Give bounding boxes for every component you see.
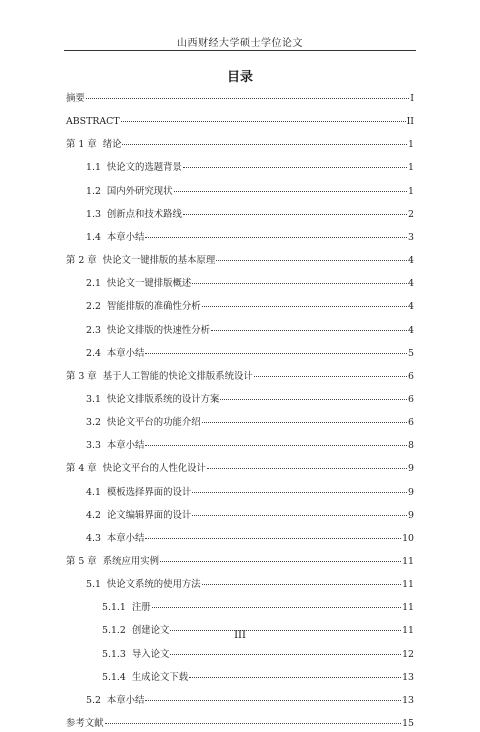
toc-entry-section bbox=[86, 508, 414, 524]
toc-entry-page: 9 bbox=[408, 509, 414, 521]
toc-entry-text: 快论文平台的功能介绍 bbox=[106, 417, 201, 429]
toc-entry-label bbox=[66, 91, 85, 107]
toc-entry-text: 注册 bbox=[131, 602, 151, 614]
toc-entry-subsection bbox=[102, 647, 414, 663]
toc-entry-page: 9 bbox=[408, 486, 414, 498]
dot-leader bbox=[145, 237, 407, 238]
toc-entry-label bbox=[86, 276, 191, 292]
dot-leader bbox=[207, 468, 407, 469]
toc-entry-text: 快论文一键排版概述 bbox=[106, 278, 192, 290]
toc-entry-text: 快论文排版的快速性分析 bbox=[106, 324, 211, 336]
toc-entry-section bbox=[86, 230, 414, 246]
toc-entry-chapter bbox=[66, 554, 414, 570]
toc-entry-text: 智能排版的准确性分析 bbox=[106, 301, 201, 313]
dot-leader bbox=[145, 700, 401, 701]
toc-entry-section bbox=[86, 438, 414, 454]
toc-entry-text: 本章小结 bbox=[106, 694, 145, 706]
dot-leader bbox=[122, 144, 407, 145]
dot-leader bbox=[202, 422, 407, 423]
toc-entry-label bbox=[66, 137, 121, 153]
toc-entry-label bbox=[102, 647, 169, 663]
toc-entry-section bbox=[86, 184, 414, 200]
toc-entry-page: 3 bbox=[408, 231, 414, 243]
toc-entry-page: II bbox=[406, 116, 414, 128]
toc-entry-page: 4 bbox=[408, 301, 414, 313]
toc-entry-subsection bbox=[102, 600, 414, 616]
toc-entry-subsection bbox=[102, 670, 414, 686]
dot-leader bbox=[192, 283, 407, 284]
toc-entry-number: 5.1.4 bbox=[102, 671, 126, 683]
toc-entry-label bbox=[86, 415, 201, 431]
toc-entry-label bbox=[86, 299, 201, 315]
toc-entry-section bbox=[86, 415, 414, 431]
dot-leader bbox=[211, 330, 407, 331]
toc-entry-section bbox=[86, 693, 414, 709]
toc-entry-number: 5.2 bbox=[86, 694, 101, 706]
toc-entry-page: 1 bbox=[408, 185, 414, 197]
dot-leader bbox=[121, 121, 406, 122]
toc-entry-page: 4 bbox=[408, 324, 414, 336]
toc-entry-section bbox=[86, 276, 414, 292]
header-rule bbox=[64, 50, 416, 51]
toc-entry-chapter bbox=[66, 91, 414, 107]
toc-entry-text: 本章小结 bbox=[106, 532, 145, 544]
toc-entry-number: 1.2 bbox=[86, 185, 101, 197]
toc-entry-text: ABSTRACT bbox=[66, 116, 120, 128]
toc-entry-page: 6 bbox=[408, 417, 414, 429]
toc-entry-text: 导入论文 bbox=[131, 648, 170, 660]
toc-entry-page: 15 bbox=[402, 718, 414, 730]
toc-entry-label bbox=[86, 230, 144, 246]
toc-entry-label bbox=[66, 461, 206, 477]
toc-entry-page: 1 bbox=[408, 162, 414, 174]
toc-entry-text: 论文编辑界面的设计 bbox=[106, 509, 192, 521]
toc-entry-text: 快论文的选题背景 bbox=[106, 162, 182, 174]
toc-entry-number: 3.3 bbox=[86, 440, 101, 452]
toc-entry-label bbox=[86, 438, 144, 454]
toc-entry-number: 第 4 章 bbox=[66, 463, 97, 475]
toc-entry-text: 本章小结 bbox=[106, 347, 145, 359]
toc-entry-label bbox=[86, 160, 182, 176]
toc-entry-label bbox=[86, 577, 201, 593]
toc-entry-page: 13 bbox=[402, 671, 414, 683]
toc-entry-page: 6 bbox=[408, 393, 414, 405]
toc-entry-label bbox=[66, 114, 120, 130]
toc-entry-label bbox=[66, 716, 104, 732]
toc-entry-number: 第 2 章 bbox=[66, 255, 97, 267]
toc-entry-label bbox=[86, 508, 191, 524]
toc-entry-chapter bbox=[66, 137, 414, 153]
toc-entry-number: 1.4 bbox=[86, 231, 101, 243]
toc-entry-section bbox=[86, 160, 414, 176]
toc-entry-number: 4.3 bbox=[86, 532, 101, 544]
toc-entry-label bbox=[66, 253, 215, 269]
toc-entry-number: 5.1.2 bbox=[102, 625, 126, 637]
dot-leader bbox=[145, 445, 407, 446]
toc-entry-section bbox=[86, 299, 414, 315]
toc-entry-label bbox=[86, 323, 210, 339]
toc-entry-text: 本章小结 bbox=[106, 440, 145, 452]
toc-entry-text: 基于人工智能的快论文排版系统设计 bbox=[102, 370, 253, 382]
toc-entry-label bbox=[86, 485, 191, 501]
dot-leader bbox=[192, 492, 407, 493]
toc-entry-chapter bbox=[66, 369, 414, 385]
dot-leader bbox=[254, 376, 407, 377]
toc-entry-section bbox=[86, 346, 414, 362]
toc-entry-number: 5.1 bbox=[86, 579, 101, 591]
dot-leader bbox=[202, 584, 401, 585]
toc-entry-text: 快论文平台的人性化设计 bbox=[102, 463, 206, 475]
toc-entry-number: 1.3 bbox=[86, 208, 101, 220]
toc-entry-text: 生成论文下载 bbox=[131, 671, 189, 683]
dot-leader bbox=[160, 561, 401, 562]
dot-leader bbox=[220, 399, 407, 400]
toc-entry-page: 11 bbox=[402, 602, 414, 614]
toc-entry-text: 绪论 bbox=[102, 139, 122, 151]
toc-entry-text: 快论文一键排版的基本原理 bbox=[102, 255, 216, 267]
toc-entry-text: 摘要 bbox=[66, 93, 85, 104]
toc-entry-number: 第 1 章 bbox=[66, 139, 97, 151]
toc-entry-number: 5.1.1 bbox=[102, 602, 126, 614]
dot-leader bbox=[145, 353, 407, 354]
toc-entry-label bbox=[86, 346, 144, 362]
toc-entry-number: 第 3 章 bbox=[66, 370, 97, 382]
toc-entry-text: 模板选择界面的设计 bbox=[106, 486, 192, 498]
toc-entry-page: 10 bbox=[402, 532, 414, 544]
toc-entry-text: 系统应用实例 bbox=[102, 556, 159, 567]
toc-entry-page: 13 bbox=[402, 694, 414, 706]
toc-entry-label bbox=[66, 369, 253, 385]
toc-entry-page: 8 bbox=[408, 440, 414, 452]
dot-leader bbox=[192, 515, 407, 516]
dot-leader bbox=[170, 654, 401, 655]
toc-entry-chapter bbox=[66, 716, 414, 732]
toc-entry-section bbox=[86, 531, 414, 547]
dot-leader bbox=[105, 723, 402, 724]
toc-entry-label bbox=[102, 600, 151, 616]
toc-entry-label bbox=[66, 554, 159, 570]
dot-leader bbox=[183, 214, 407, 215]
toc-entry-page: 6 bbox=[408, 370, 414, 382]
toc-entry-page: 2 bbox=[408, 208, 414, 220]
toc-entry-label bbox=[86, 531, 144, 547]
dot-leader bbox=[145, 538, 401, 539]
toc-entry-number: 第 5 章 bbox=[66, 556, 97, 567]
toc-entry-label bbox=[86, 693, 144, 709]
toc-entry-section bbox=[86, 323, 414, 339]
toc-entry-text: 快论文排版系统的设计方案 bbox=[106, 393, 220, 405]
toc-entry-page: 4 bbox=[408, 278, 414, 290]
toc-entry-number: 2.2 bbox=[86, 301, 101, 313]
toc-entry-text: 创建论文 bbox=[131, 625, 170, 637]
toc-entry-number: 2.3 bbox=[86, 324, 101, 336]
toc-entry-label bbox=[86, 392, 219, 408]
toc-entry-page: 1 bbox=[408, 139, 414, 151]
toc-entry-page: 12 bbox=[402, 648, 414, 660]
toc-entry-label bbox=[102, 670, 188, 686]
dot-leader bbox=[152, 607, 401, 608]
dot-leader bbox=[183, 167, 407, 168]
dot-leader bbox=[189, 677, 401, 678]
toc-entry-page: 4 bbox=[408, 255, 414, 267]
toc-entry-text: 参考文献 bbox=[66, 718, 104, 730]
running-header: 山西财经大学硕士学位论文 bbox=[177, 38, 303, 49]
toc-entry-text: 快论文系统的使用方法 bbox=[106, 579, 201, 591]
toc-entry-page: 9 bbox=[408, 463, 414, 475]
toc-entry-page: 5 bbox=[408, 347, 414, 359]
toc-entry-page: 11 bbox=[402, 556, 414, 567]
dot-leader bbox=[202, 306, 407, 307]
toc-entry-text: 国内外研究现状 bbox=[106, 185, 173, 197]
toc-entry-number: 2.1 bbox=[86, 278, 101, 290]
toc-entry-number: 5.1.3 bbox=[102, 648, 126, 660]
toc-entry-text: 创新点和技术路线 bbox=[106, 208, 182, 220]
toc-entry-label bbox=[86, 184, 173, 200]
toc-entry-chapter bbox=[66, 253, 414, 269]
toc-entry-section bbox=[86, 207, 414, 223]
toc-entry-text: 本章小结 bbox=[106, 231, 145, 243]
toc-entry-number: 1.1 bbox=[86, 162, 101, 174]
toc-entry-number: 4.2 bbox=[86, 509, 101, 521]
toc-entry-chapter bbox=[66, 461, 414, 477]
toc-title: 目录 bbox=[226, 70, 253, 85]
toc-entry-section bbox=[86, 392, 414, 408]
dot-leader bbox=[216, 260, 407, 261]
dot-leader bbox=[174, 191, 407, 192]
toc-entry-section bbox=[86, 485, 414, 501]
toc-entry-number: 3.2 bbox=[86, 417, 101, 429]
toc-entry-section bbox=[86, 577, 414, 593]
page-number: III bbox=[234, 630, 246, 641]
toc-entry-number: 4.1 bbox=[86, 486, 101, 498]
toc-entry-chapter bbox=[66, 114, 414, 130]
toc-entry-page: I bbox=[410, 93, 414, 104]
toc-entry-number: 3.1 bbox=[86, 393, 101, 405]
toc-entry-number: 2.4 bbox=[86, 347, 101, 359]
toc-entry-page: 11 bbox=[402, 625, 414, 637]
toc-entry-page: 11 bbox=[402, 579, 414, 591]
dot-leader bbox=[86, 98, 410, 99]
toc-entry-label bbox=[86, 207, 182, 223]
